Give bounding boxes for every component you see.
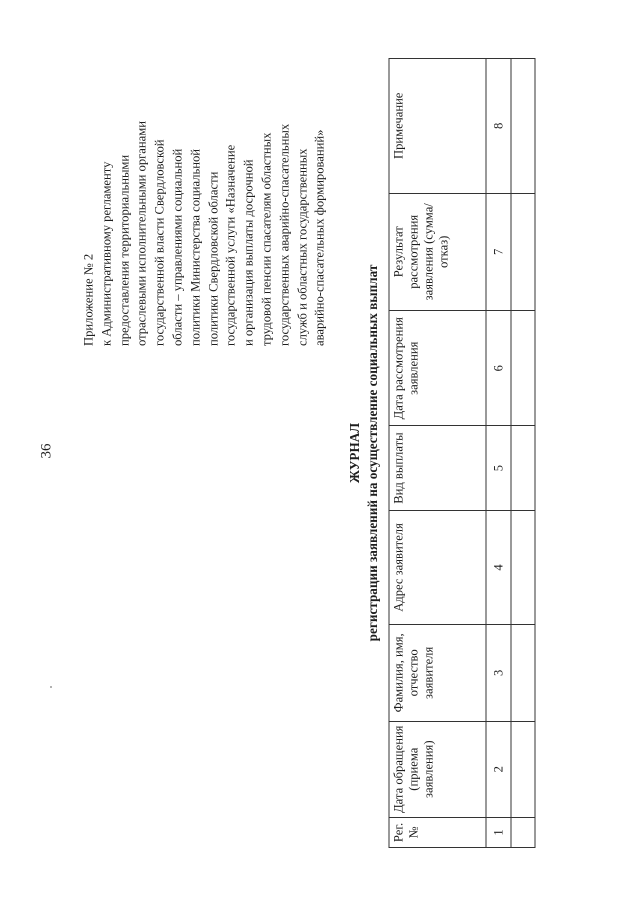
table-cell [511,510,535,624]
appendix-line: Приложение № 2 [81,253,96,346]
appendix-line: служб и областных государственных [294,148,309,346]
appendix-line: государственных аварийно-спасательных [277,123,292,346]
appendix-line: к Административному регламенту [99,161,114,346]
table-row [511,59,535,848]
appendix-line: государственной власти Свердловской [152,139,167,346]
column-number-cell: 2 [486,721,511,817]
table-cell [511,721,535,817]
appendix-line: области – управлениями социальной [170,148,185,346]
header-cell: Дата рассмотрения заявления [389,311,486,426]
table-cell [511,625,535,721]
journal-table [389,58,532,848]
column-number-cell: 3 [486,625,511,721]
column-number-cell: 5 [486,426,511,510]
appendix-line: государственной услуги «Назначение [223,144,238,346]
column-number-cell: 7 [486,193,511,310]
table-cell [511,59,535,194]
table-cell [511,817,535,847]
appendix-line: политики Министерства социальной [188,148,203,346]
appendix-note [80,66,329,346]
table-cell [511,193,535,310]
header-row [389,59,486,848]
header-cell: Результат рассмотрения заявления (сумма/отказ) [389,193,486,310]
appendix-line: предоставления территориальными [117,154,132,346]
column-number-cell: 4 [486,510,511,624]
appendix-line: аварийно-спасательных формирований» [312,129,327,346]
journal-heading [346,265,382,642]
appendix-line: трудовой пенсии спасателям областных [259,132,274,346]
header-cell: Адрес заявителя [389,510,486,624]
appendix-line: политики Свердловской области [206,171,220,346]
appendix-line: отраслевыми исполнительными органами [134,121,149,346]
page-number: 36 [38,443,55,459]
appendix-line: и организация выплаты досрочной [241,159,256,346]
header-cell: Вид выплаты [389,426,486,510]
header-cell: Примечание [389,59,486,194]
header-cell: Фамилия, имя, отчество заявителя [389,625,486,721]
table-cell [511,311,535,426]
journal-subtitle: регистрации заявлений на осуществление социальных выплат [365,264,380,642]
column-number-row [486,59,511,848]
column-number-cell: 1 [486,817,511,847]
header-cell: Рег. № [389,817,486,847]
scan-speck [50,686,52,688]
journal-title: ЖУРНАЛ [347,422,362,484]
column-number-cell: 6 [486,311,511,426]
header-cell: Дата обращения (приема заявления) [389,721,486,817]
column-number-cell: 8 [486,59,511,194]
table-cell [511,426,535,510]
